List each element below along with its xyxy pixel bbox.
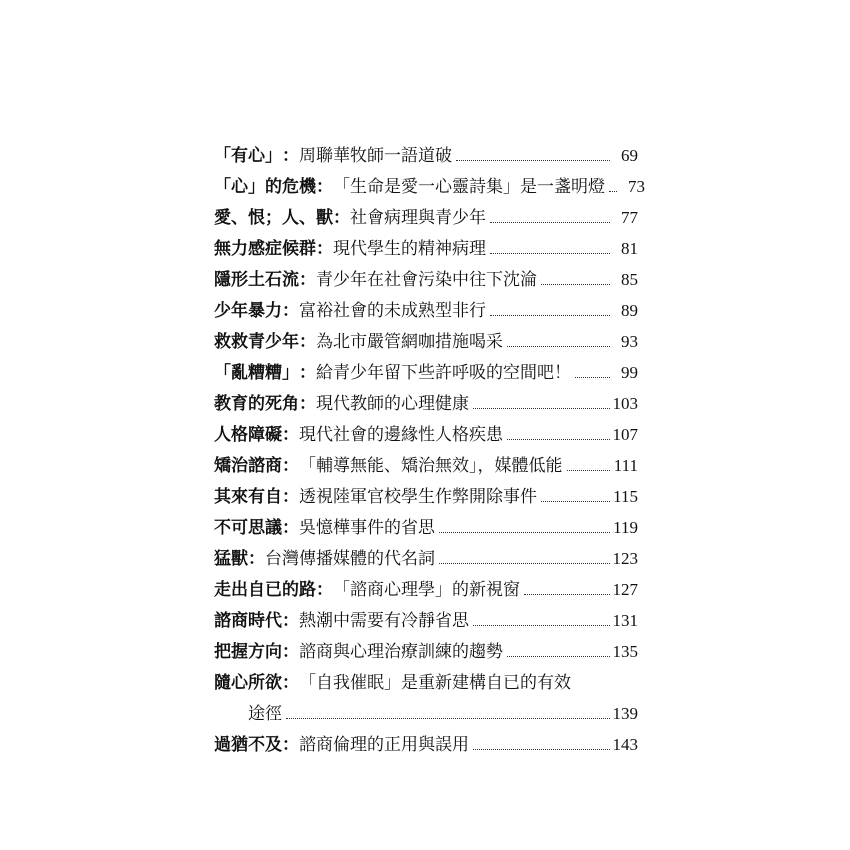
toc-entry[interactable]	[214, 570, 638, 601]
entry-separator: ：	[299, 332, 316, 352]
entry-subtitle: 社會病理與青少年	[350, 208, 486, 228]
entry-subtitle: 「輔導無能、矯治無效」，媒體低能	[299, 456, 563, 476]
toc-entry[interactable]	[214, 415, 638, 446]
toc-entry[interactable]	[214, 539, 638, 570]
page-number: 115	[613, 487, 638, 506]
entry-separator: ：	[299, 270, 316, 290]
entry-separator: ：	[248, 549, 265, 569]
entry-separator: ：	[299, 394, 316, 414]
entry-separator: ：	[282, 301, 299, 321]
entry-separator: ：	[282, 146, 299, 166]
page-number: 135	[612, 642, 638, 661]
entry-separator: ：	[282, 487, 299, 507]
entry-heading: 猛獸	[214, 549, 248, 569]
entry-heading: 「心」的危機	[214, 177, 316, 197]
toc-entry[interactable]	[214, 322, 638, 353]
entry-separator: ：	[282, 642, 299, 662]
page-number: 127	[612, 580, 638, 599]
entry-heading: 其來有自	[214, 487, 282, 507]
entry-subtitle: 諮商與心理治療訓練的趨勢	[299, 642, 503, 662]
entry-separator: ：	[282, 518, 299, 538]
entry-heading: 過猶不及	[214, 735, 282, 755]
entry-heading: 人格障礙	[214, 425, 282, 445]
dot-leader	[507, 438, 610, 440]
entry-subtitle: 吳憶樺事件的省思	[299, 518, 435, 538]
page-number: 73	[628, 177, 645, 196]
entry-subtitle: 富裕社會的未成熟型非行	[299, 301, 486, 321]
page-number: 81	[621, 239, 638, 258]
toc-entry[interactable]	[214, 725, 638, 756]
entry-heading: 救救青少年	[214, 332, 299, 352]
dot-leader	[439, 531, 610, 533]
entry-separator: ：	[282, 673, 299, 693]
dot-leader	[286, 717, 610, 719]
dot-leader	[541, 500, 610, 502]
dot-leader	[473, 748, 610, 750]
entry-subtitle: 「諮商心理學」的新視窗	[333, 580, 520, 600]
page-number: 119	[613, 518, 638, 537]
entry-heading: 隨心所欲	[214, 673, 282, 693]
dot-leader	[524, 593, 610, 595]
dot-leader	[575, 376, 610, 378]
toc-entry[interactable]	[214, 229, 638, 260]
entry-heading: 矯治諮商	[214, 456, 282, 476]
dot-leader	[507, 655, 610, 657]
entry-subtitle: 為北市嚴管網咖措施喝采	[316, 332, 503, 352]
entry-subtitle: 現代社會的邊緣性人格疾患	[299, 425, 503, 445]
page-number: 139	[612, 704, 638, 723]
entry-subtitle: 周聯華牧師一語道破	[299, 146, 452, 166]
dot-leader	[490, 221, 610, 223]
dot-leader	[473, 407, 610, 409]
toc-entry[interactable]	[214, 632, 638, 663]
dot-leader	[541, 283, 610, 285]
entry-subtitle: 諮商倫理的正用與誤用	[299, 735, 469, 755]
toc-entry[interactable]	[214, 601, 638, 632]
page-number: 103	[612, 394, 638, 413]
dot-leader	[490, 252, 610, 254]
toc-entry[interactable]	[214, 198, 638, 229]
entry-separator: ：	[316, 580, 333, 600]
entry-subtitle: 熱潮中需要有冷靜省思	[299, 611, 469, 631]
entry-separator: ：	[316, 239, 333, 259]
toc-entry-continuation[interactable]	[214, 694, 638, 725]
entry-heading: 少年暴力	[214, 301, 282, 321]
dot-leader	[473, 624, 610, 626]
dot-leader	[456, 159, 610, 161]
entry-heading: 教育的死角	[214, 394, 299, 414]
toc-entry[interactable]	[214, 446, 638, 477]
entry-heading: 「亂糟糟」	[214, 363, 299, 383]
dot-leader	[439, 562, 610, 564]
entry-heading: 隱形土石流	[214, 270, 299, 290]
entry-separator: ：	[316, 177, 333, 197]
toc-entry[interactable]	[214, 508, 638, 539]
page-number: 85	[621, 270, 638, 289]
entry-subtitle: 途徑	[248, 704, 282, 724]
entry-separator: ：	[282, 456, 299, 476]
entry-heading: 無力感症候群	[214, 239, 316, 259]
entry-subtitle: 現代學生的精神病理	[333, 239, 486, 259]
toc-entry[interactable]	[214, 663, 638, 694]
toc-entry[interactable]	[214, 136, 638, 167]
entry-subtitle: 現代教師的心理健康	[316, 394, 469, 414]
dot-leader	[609, 190, 617, 192]
page-number: 131	[612, 611, 638, 630]
entry-separator: ：	[282, 611, 299, 631]
entry-heading: 不可思議	[214, 518, 282, 538]
entry-separator: ：	[299, 363, 316, 383]
page-number: 93	[621, 332, 638, 351]
entry-heading: 「有心」	[214, 146, 282, 166]
page-number: 99	[621, 363, 638, 382]
entry-separator: ：	[333, 208, 350, 228]
entry-heading: 走出自已的路	[214, 580, 316, 600]
entry-separator: ：	[282, 735, 299, 755]
toc-entry[interactable]	[214, 384, 638, 415]
table-of-contents	[214, 136, 645, 756]
page-number: 89	[621, 301, 638, 320]
entry-separator: ：	[282, 425, 299, 445]
dot-leader	[567, 469, 611, 471]
dot-leader	[490, 314, 610, 316]
page-number: 123	[612, 549, 638, 568]
entry-subtitle: 青少年在社會污染中往下沈淪	[316, 270, 537, 290]
entry-subtitle: 給青少年留下些許呼吸的空間吧！	[316, 363, 571, 383]
page-number: 111	[613, 456, 638, 475]
toc-entry[interactable]	[214, 353, 638, 384]
entry-subtitle: 「生命是愛一心靈詩集」是一盞明燈	[333, 177, 605, 197]
entry-subtitle: 台灣傳播媒體的代名詞	[265, 549, 435, 569]
entry-subtitle: 「自我催眠」是重新建構自已的有效	[299, 673, 571, 693]
entry-heading: 把握方向	[214, 642, 282, 662]
page-number: 107	[612, 425, 638, 444]
dot-leader	[507, 345, 610, 347]
toc-entry[interactable]	[214, 167, 645, 198]
entry-heading: 愛、恨；人、獸	[214, 208, 333, 228]
entry-heading: 諮商時代	[214, 611, 282, 631]
entry-subtitle: 透視陸軍官校學生作弊開除事件	[299, 487, 537, 507]
page-number: 143	[612, 735, 638, 754]
toc-entry[interactable]	[214, 477, 638, 508]
page-number: 77	[621, 208, 638, 227]
toc-entry[interactable]	[214, 291, 638, 322]
toc-entry[interactable]	[214, 260, 638, 291]
page-number: 69	[621, 146, 638, 165]
